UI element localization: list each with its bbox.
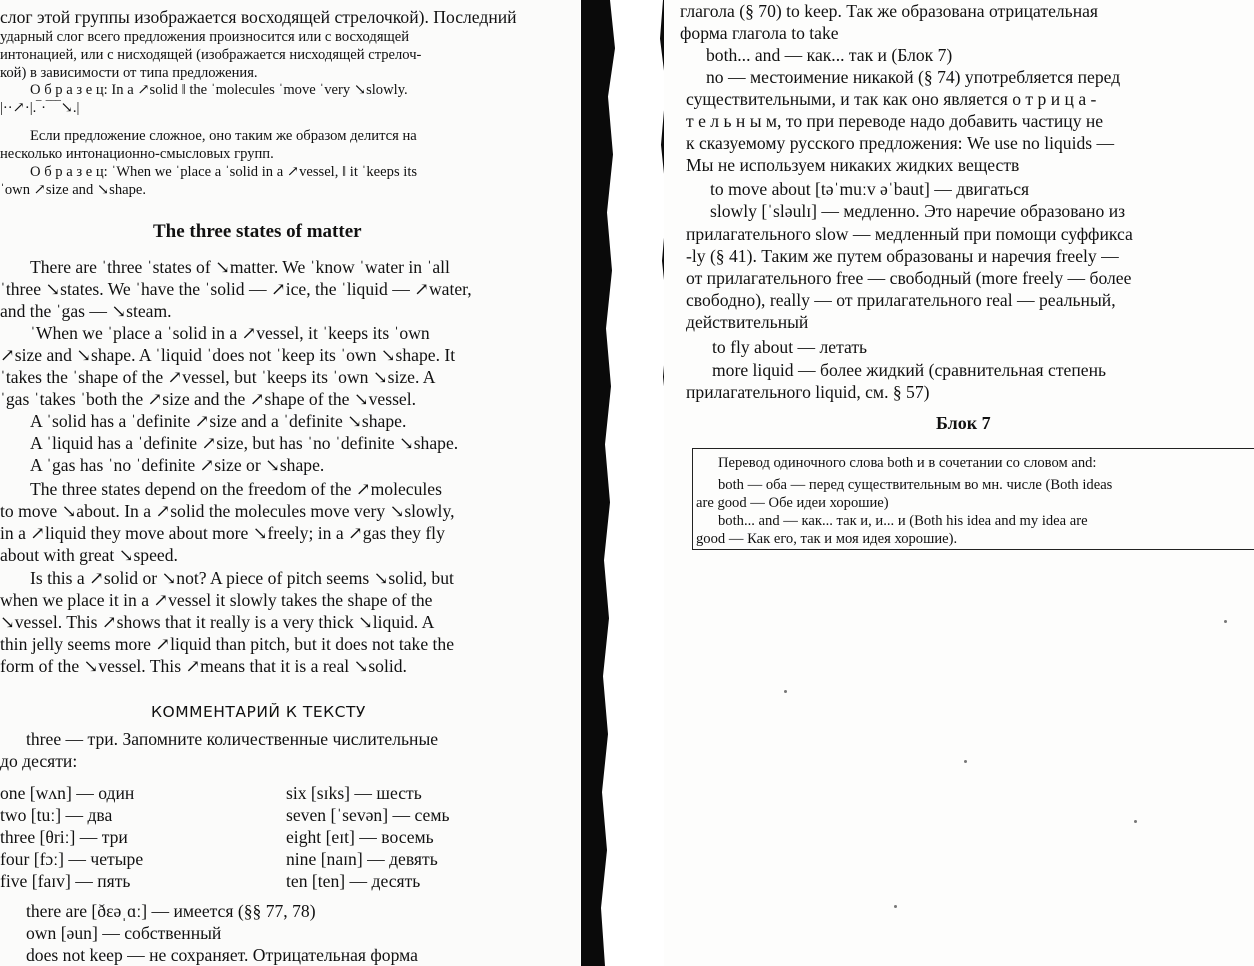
commentary-heading: КОММЕНТАРИЙ К ТЕКСТУ	[151, 703, 366, 721]
numeral-left: one [wʌn] — один	[0, 783, 135, 803]
numeral-right: seven [ˈsevən] — семь	[286, 805, 450, 825]
text-line: A ˈsolid has a ˈdefinite ↗size and a ˈdefinite ↘shape.	[30, 411, 407, 431]
numeral-left: two [tuː] — два	[0, 805, 113, 825]
scan-speckle	[784, 690, 787, 693]
text-line: несколько интонационно-смысловых групп.	[0, 146, 274, 162]
text-line: to move about [təˈmuːv əˈbaut] — двигаться	[710, 179, 1030, 199]
text-line: own [əun] — собственный	[26, 923, 222, 943]
numeral-left: five [faɪv] — пять	[0, 871, 131, 891]
scan-speckle	[964, 760, 967, 763]
text-line: about with great ↘speed.	[0, 545, 178, 565]
text-line: does not keep — не сохраняет. Отрицательная форма	[26, 945, 418, 965]
scan-speckle	[1134, 820, 1137, 823]
text-line: ˈWhen we ˈplace a ˈsolid in a ↗vessel, it ˈkeeps its ˈown	[30, 323, 430, 343]
text-line: ˈthree ↘states. We ˈhave the ˈsolid — ↗ice, the ˈliquid — ↗water,	[0, 279, 472, 299]
text-line: -ly (§ 41). Таким же путем образованы и наречия freely —	[686, 246, 1119, 266]
numeral-right: ten [ten] — десять	[286, 871, 421, 891]
text-line: ↘vessel. This ↗shows that it really is a very thick ↘liquid. A	[0, 612, 435, 632]
page-binding	[575, 0, 675, 966]
text-line: when we place it in a ↗vessel it slowly takes the shape of the	[0, 590, 433, 610]
text-line: there are [ðɛəˌɑː] — имеется (§§ 77, 78)	[26, 901, 316, 921]
box-line: are good — Обе идеи хорошие)	[696, 495, 889, 511]
intonation-marks: |··↗·|.‾·‾‾‾↘.|	[0, 100, 80, 116]
scan-speckle	[894, 905, 897, 908]
text-line: кой) в зависимости от типа предложения.	[0, 65, 258, 81]
text-line: ˈown ↗size and ↘shape.	[0, 182, 147, 198]
text-line: ˈtakes the ˈshape of the ↗vessel, but ˈkeeps its ˈown ↘size. A	[0, 367, 436, 387]
text-line: существительными, и так как оно является о т р и ц а -	[686, 89, 1097, 109]
text-line: интонацией, или с нисходящей (изображается нисходящей стрелоч-	[0, 47, 422, 63]
text-line: до десяти:	[0, 751, 78, 771]
text-line: no — местоимение никакой (§ 74) употребляется перед	[706, 67, 1121, 87]
text-line: ↗size and ↘shape. A ˈliquid ˈdoes not ˈkeep its ˈown ↘shape. It	[0, 345, 456, 365]
numeral-right: eight [eɪt] — восемь	[286, 827, 434, 847]
text-line: действительный	[686, 312, 809, 332]
text-line: прилагательного liquid, см. § 57)	[686, 382, 930, 402]
box-line: good — Как его, так и моя идея хорошие).	[696, 531, 958, 547]
text-line: thin jelly seems more ↗liquid than pitch, but it does not take the	[0, 634, 455, 654]
text-line: глагола (§ 70) to keep. Так же образована отрицательная	[680, 1, 1099, 21]
text-line: свободно), really — от прилагательного real — реальный,	[686, 290, 1116, 310]
text-line: to fly about — летать	[712, 337, 868, 357]
numeral-left: four [fɔː] — четыре	[0, 849, 144, 869]
text-line: форма глагола to take	[680, 23, 839, 43]
text-line: О б р а з е ц: In a ↗solid ‖ the ˈmolecules ˈmove ˈvery ↘slowly.	[30, 82, 408, 98]
text-line: Мы не используем никаких жидких веществ	[686, 155, 1020, 175]
numeral-left: three [θriː] — три	[0, 827, 128, 847]
text-line: т е л ь н ы м, то при переводе надо добавить частицу не	[686, 111, 1104, 131]
right-page	[664, 0, 1254, 966]
text-line: more liquid — более жидкий (сравнительная степень	[712, 360, 1107, 380]
text-line: ˈgas ˈtakes ˈboth the ↗size and the ↗shape of the ↘vessel.	[0, 389, 417, 409]
blok-title: Блок 7	[936, 413, 991, 433]
text-line: in a ↗liquid they move about more ↘freely; in a ↗gas they fly	[0, 523, 445, 543]
text-line: слог этой группы изображается восходящей стрелочкой). Последний	[0, 7, 517, 27]
text-line: прилагательного slow — медленный при помощи суффикса	[686, 224, 1133, 244]
box-line: Перевод одиночного слова both и в сочетании со словом and:	[718, 455, 1097, 471]
scan-speckle	[1224, 620, 1227, 623]
text-line: A ˈgas has ˈno ˈdefinite ↗size or ↘shape.	[30, 455, 325, 475]
box-line: both... and — как... так и, и... и (Both his idea and my idea are	[718, 513, 1088, 529]
text-line: от прилагательного free — свободный (more freely — более	[686, 268, 1132, 288]
text-line: Если предложение сложное, оно таким же образом делится на	[30, 128, 417, 144]
numeral-right: six [sɪks] — шесть	[286, 783, 422, 803]
text-line: О б р а з е ц: ˈWhen we ˈplace a ˈsolid in a ↗vessel, ‖ it ˈkeeps its	[30, 164, 418, 180]
numeral-right: nine [naɪn] — девять	[286, 849, 438, 869]
text-line: A ˈliquid has a ˈdefinite ↗size, but has ˈno ˈdefinite ↘shape.	[30, 433, 459, 453]
text-line: three — три. Запомните количественные числительные	[26, 729, 439, 749]
text-line: form of the ↘vessel. This ↗means that it is a real ↘solid.	[0, 656, 407, 676]
left-page	[0, 0, 580, 966]
text-line: both... and — как... так и (Блок 7)	[706, 45, 953, 65]
text-line: There are ˈthree ˈstates of ↘matter. We ˈknow ˈwater in ˈall	[30, 257, 450, 277]
text-line: The three states depend on the freedom of the ↗molecules	[30, 479, 442, 499]
text-line: to move ↘about. In a ↗solid the molecules move very ↘slowly,	[0, 501, 455, 521]
text-line: and the ˈgas — ↘steam.	[0, 301, 172, 321]
section-heading: The three states of matter	[153, 221, 362, 242]
box-line: both — оба — перед существительным во мн. числе (Both ideas	[718, 477, 1113, 493]
text-line: к сказуемому русского предложения: We use no liquids —	[686, 133, 1115, 153]
text-line: slowly [ˈsləulɪ] — медленно. Это наречие образовано из	[710, 201, 1126, 221]
text-line: Is this a ↗solid or ↘not? A piece of pitch seems ↘solid, but	[30, 568, 454, 588]
text-line: ударный слог всего предложения произносится или с восходящей	[0, 29, 410, 45]
